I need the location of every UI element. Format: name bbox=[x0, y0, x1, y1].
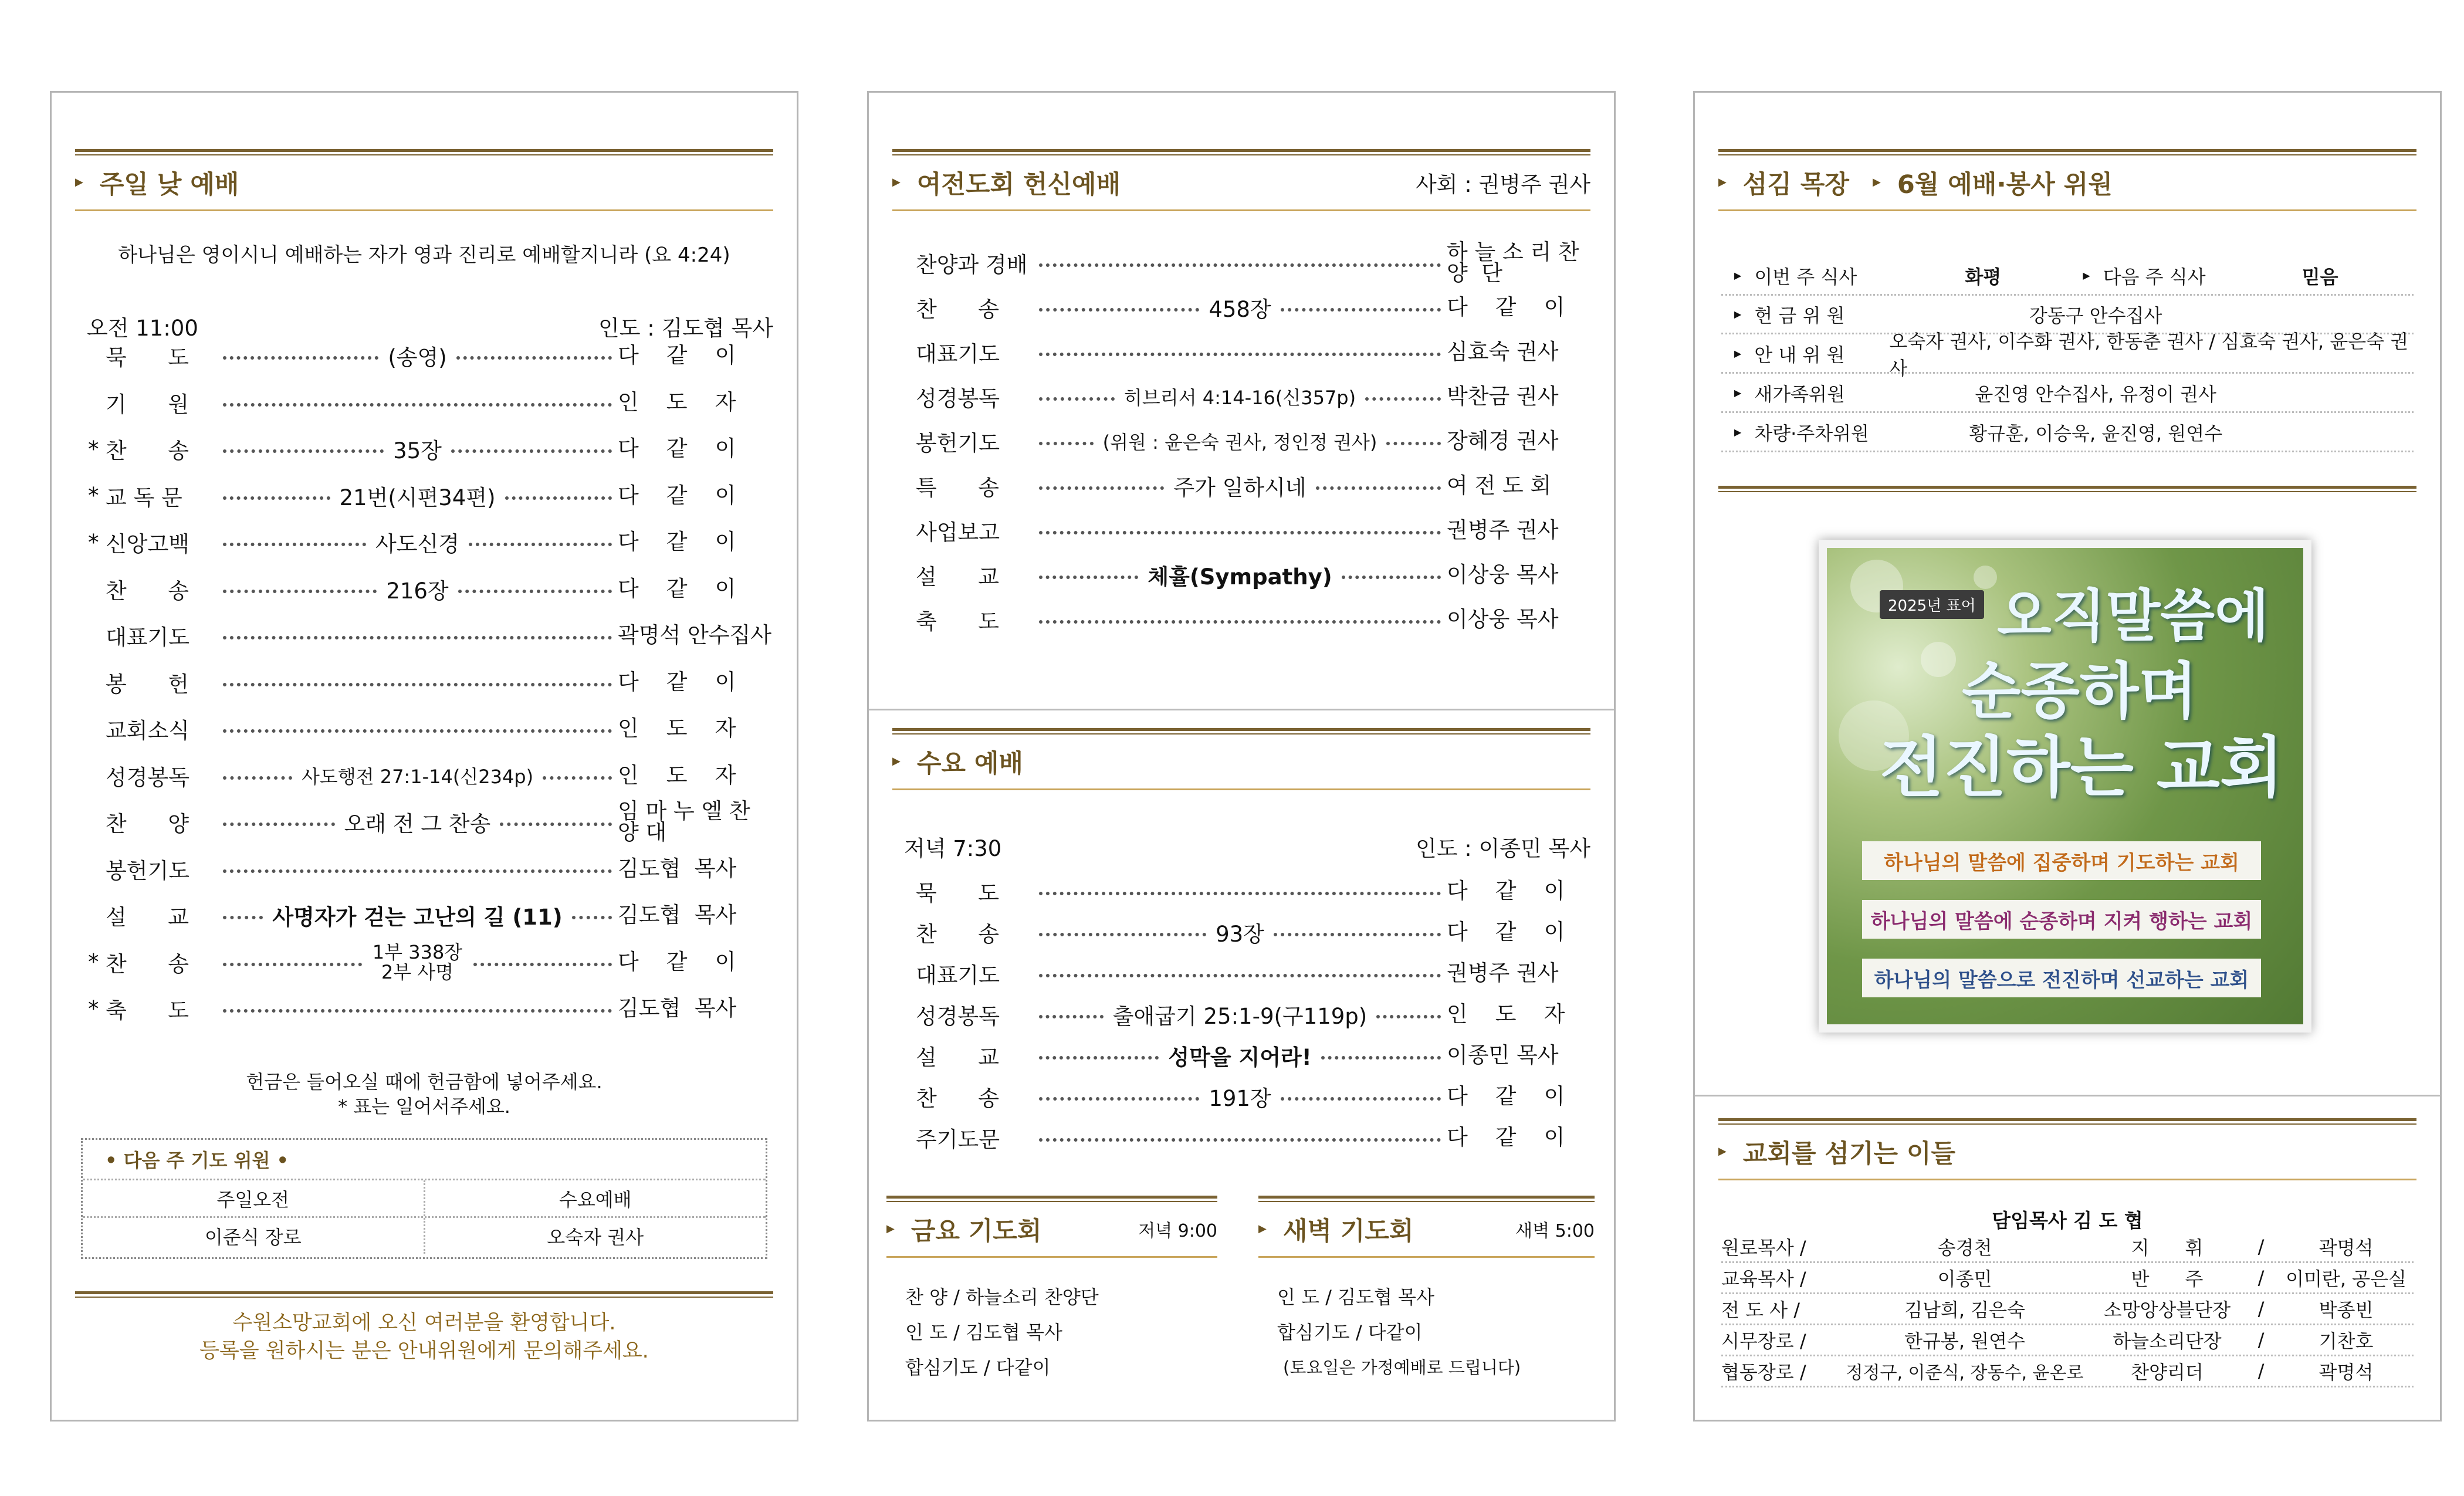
order-row bbox=[916, 1039, 1590, 1072]
order-item: (위원 : 윤은숙 권사, 정인정 권사) bbox=[1102, 431, 1377, 453]
dawn-note: (토요일은 가정예배로 드립니다) bbox=[1283, 1357, 1521, 1377]
fri-line: 인 도 / 김도협 목사 bbox=[905, 1321, 1062, 1343]
order-label: 기 원 bbox=[106, 391, 189, 417]
leader-dots bbox=[223, 489, 330, 500]
staff-role-right: 반 주 bbox=[2131, 1268, 2204, 1290]
order-person: 다 같 이 bbox=[1447, 1125, 1565, 1150]
leader-dots bbox=[223, 769, 292, 780]
order-row bbox=[916, 957, 1590, 990]
dawn-line: 인 도 / 김도협 목사 bbox=[1277, 1286, 1434, 1308]
section-title: 교회를 섬기는 이들 bbox=[1742, 1139, 1956, 1169]
leader-dots bbox=[1039, 256, 1441, 267]
order-row bbox=[916, 514, 1590, 547]
leader-dots bbox=[1376, 1008, 1441, 1018]
leader-dots bbox=[223, 536, 366, 546]
order-item: 히브리서 4:14-16(신357p) bbox=[1123, 387, 1356, 409]
divider bbox=[1718, 486, 2416, 492]
leader-dots bbox=[223, 583, 377, 593]
staff-header bbox=[1718, 1118, 2416, 1180]
order-person: 여 전 도 회 bbox=[1447, 473, 1552, 498]
order-label: 성경봉독 bbox=[916, 386, 1000, 411]
committee-value: 윤진영 안수집사, 유정이 권사 bbox=[1975, 383, 2216, 405]
order-person: 인 도 자 bbox=[1447, 1001, 1565, 1027]
committee-label: 안 내 위 원 bbox=[1754, 343, 1845, 366]
order-row bbox=[88, 339, 773, 372]
staff-names: 한규봉, 원연수 bbox=[1904, 1330, 2025, 1352]
order-row bbox=[916, 916, 1590, 949]
wed-time: 저녁 7:30 bbox=[904, 836, 1002, 861]
order-label: 설 교 bbox=[916, 1045, 1000, 1070]
order-label: 봉헌기도 bbox=[106, 858, 189, 884]
leader-dots bbox=[1342, 568, 1441, 579]
leader-dots bbox=[223, 909, 263, 919]
prayer-h2: 수요예배 bbox=[559, 1188, 632, 1211]
order-item: 사도신경 bbox=[375, 532, 459, 557]
dawn-line: 합심기도 / 다같이 bbox=[1277, 1321, 1423, 1343]
order-row bbox=[88, 992, 773, 1025]
order-label: 찬 양 bbox=[106, 811, 189, 837]
committee-value: 오숙자 권사, 이수화 권사, 한동춘 권사 / 심효숙 권사, 윤은숙 권사 bbox=[1889, 330, 2409, 380]
welcome-divider bbox=[75, 1291, 773, 1298]
order-person: 이상웅 목사 bbox=[1447, 562, 1559, 587]
prayer-committee-table bbox=[81, 1138, 767, 1259]
leader-dots bbox=[1321, 1049, 1441, 1060]
leader-dots bbox=[223, 722, 612, 733]
order-label: 찬 송 bbox=[916, 297, 1000, 322]
order-label: 설 교 bbox=[916, 564, 1000, 590]
order-label: 특 송 bbox=[916, 475, 1000, 500]
order-item: (송영) bbox=[388, 345, 447, 370]
order-person: 다 같 이 bbox=[1447, 1084, 1565, 1109]
motto-line-2: 순종하며 bbox=[1962, 655, 2198, 727]
order-label: 봉헌기도 bbox=[916, 431, 1000, 456]
motto-year: 2025년 표어 bbox=[1880, 590, 1984, 619]
standing-marker: * bbox=[88, 996, 99, 1021]
order-item: 93장 bbox=[1216, 922, 1264, 947]
order-row bbox=[88, 666, 773, 699]
leader-dots bbox=[1039, 479, 1164, 490]
leader-dots bbox=[1039, 301, 1199, 312]
order-person: 이종민 목사 bbox=[1447, 1043, 1559, 1068]
service-header bbox=[1718, 149, 2416, 211]
order-label: 교 독 문 bbox=[106, 485, 182, 510]
senior-pastor: 담임목사 김 도 협 bbox=[1992, 1209, 2143, 1232]
section-title: 주일 낮 예배 bbox=[99, 170, 239, 199]
order-person: 김도협 목사 bbox=[618, 996, 737, 1021]
staff-names: 송경천 bbox=[1937, 1237, 1992, 1259]
motto-line-1: 오직말씀에 bbox=[1997, 583, 2269, 649]
motto-poster bbox=[1819, 540, 2311, 1033]
bullet-icon: ▶ bbox=[1734, 387, 1742, 398]
order-row bbox=[88, 432, 773, 465]
committee-row bbox=[1721, 414, 2414, 452]
staff-names: 정정구, 이준식, 장동수, 윤온로 bbox=[1846, 1363, 2084, 1383]
staff-names-right: 박종빈 bbox=[2319, 1299, 2374, 1321]
arrow-icon: ▶ bbox=[1258, 1223, 1267, 1235]
committee-value: 강동구 안수집사 bbox=[2029, 304, 2162, 327]
committee-row bbox=[1721, 374, 2414, 413]
committee-row bbox=[1721, 330, 2414, 380]
order-item: 1부 338장 2부 사명 bbox=[372, 940, 463, 983]
order-row bbox=[88, 712, 773, 745]
order-label: 성경봉독 bbox=[916, 1004, 1000, 1029]
bullet-icon: ▶ bbox=[1734, 348, 1742, 359]
leader-dots bbox=[223, 956, 362, 966]
time-leader-row bbox=[87, 310, 773, 343]
welcome-line-2: 등록을 원하시는 분은 안내위원에게 문의해주세요. bbox=[199, 1339, 649, 1363]
standing-marker: * bbox=[88, 483, 99, 508]
dawn-time: 새벽 5:00 bbox=[1515, 1221, 1595, 1241]
order-person: 김도협 목사 bbox=[618, 902, 737, 928]
order-row bbox=[916, 1121, 1590, 1154]
order-item: 458장 bbox=[1209, 297, 1271, 322]
order-row bbox=[88, 940, 773, 983]
standing-marker: * bbox=[88, 529, 99, 555]
divider bbox=[1695, 1095, 2440, 1096]
order-label: 대표기도 bbox=[916, 341, 1000, 367]
arrow-icon: ▶ bbox=[892, 176, 901, 188]
order-item: 사명자가 걷는 고난의 길 (11) bbox=[272, 905, 563, 930]
staff-role: 전 도 사 / bbox=[1721, 1299, 1800, 1321]
staff-names-right: 곽명석 bbox=[2319, 1237, 2374, 1259]
leader-dots bbox=[1039, 1131, 1441, 1142]
order-label: 교회소식 bbox=[106, 718, 189, 743]
leader-dots bbox=[1316, 479, 1441, 490]
staff-row bbox=[1721, 1263, 2414, 1294]
section-title: 여전도회 헌신예배 bbox=[916, 170, 1121, 199]
order-row bbox=[916, 336, 1590, 368]
leader-dots bbox=[1281, 1090, 1441, 1101]
verse: 하나님은 영이시니 예배하는 자가 영과 진리로 예배할지니라 (요 4:24) bbox=[118, 243, 730, 267]
service-time: 오전 11:00 bbox=[87, 316, 198, 341]
staff-role-right: 찬양리더 bbox=[2131, 1361, 2204, 1383]
order-person: 다 같 이 bbox=[618, 343, 736, 368]
bullet-icon: ▶ bbox=[1734, 309, 1742, 320]
staff-role: 시무장로 / bbox=[1721, 1330, 1806, 1352]
leader-dots bbox=[458, 583, 612, 593]
order-row bbox=[916, 469, 1590, 502]
leader-dots bbox=[223, 676, 612, 686]
order-person: 다 같 이 bbox=[618, 576, 736, 601]
leader-dots bbox=[1039, 524, 1441, 534]
motto-bullet-1: 하나님의 말씀에 집중하며 기도하는 교회 bbox=[1862, 841, 2261, 880]
bullet-icon: ▶ bbox=[1734, 427, 1742, 438]
leader-dots bbox=[223, 349, 378, 360]
order-person: 김도협 목사 bbox=[618, 855, 737, 881]
section-title-2: 6월 예배·봉사 위원 bbox=[1897, 170, 2113, 199]
staff-names: 김남희, 김은숙 bbox=[1904, 1299, 2025, 1321]
arrow-icon: ▶ bbox=[1718, 1145, 1727, 1157]
order-person: 박찬금 권사 bbox=[1447, 384, 1559, 409]
order-label: 주기도문 bbox=[916, 1127, 1000, 1152]
welcome-line-1: 수원소망교회에 오신 여러분을 환영합니다. bbox=[232, 1311, 616, 1335]
meal-label: 이번 주 식사 bbox=[1754, 265, 1857, 288]
order-person: 인 도 자 bbox=[618, 762, 736, 788]
motto-bullet-3: 하나님의 말씀으로 전진하며 선교하는 교회 bbox=[1862, 959, 2261, 997]
order-row bbox=[88, 798, 773, 845]
dawn-header bbox=[1258, 1196, 1595, 1258]
prayer-committee-header bbox=[83, 1179, 766, 1216]
staff-role-right: 지 휘 bbox=[2131, 1237, 2204, 1259]
order-row bbox=[916, 559, 1590, 591]
host: 사회 : 권병주 권사 bbox=[1416, 172, 1590, 197]
leader-dots bbox=[223, 442, 384, 453]
order-row bbox=[88, 759, 773, 792]
order-person: 다 같 이 bbox=[1447, 295, 1565, 320]
prayer-committee-title: • 다음 주 기도 위원 • bbox=[105, 1149, 289, 1172]
bullet-icon: ▶ bbox=[2083, 270, 2090, 281]
order-person: 장혜경 권사 bbox=[1447, 428, 1559, 453]
order-label: 찬 송 bbox=[916, 1086, 1000, 1111]
order-person: 다 같 이 bbox=[618, 529, 736, 554]
meal-value-2: 믿음 bbox=[2301, 265, 2338, 288]
staff-sep: / bbox=[2257, 1236, 2265, 1258]
wed-leader: 인도 : 이종민 목사 bbox=[1416, 836, 1590, 861]
motto-line-3: 전진하는 교회 bbox=[1880, 730, 2284, 806]
leader-dots bbox=[1039, 1090, 1199, 1101]
staff-names-right: 곽명석 bbox=[2319, 1361, 2374, 1383]
order-item: 사도행전 27:1-14(신234p) bbox=[301, 765, 534, 788]
meal-label-2: 다음 주 식사 bbox=[2103, 265, 2206, 288]
friday-header bbox=[886, 1196, 1217, 1258]
leader-dots bbox=[1039, 390, 1115, 401]
staff-role: 교육목사 / bbox=[1721, 1268, 1806, 1290]
order-person: 인 도 자 bbox=[618, 389, 736, 415]
order-item: 체휼(Sympathy) bbox=[1148, 564, 1332, 590]
staff-row bbox=[1721, 1294, 2414, 1325]
order-row bbox=[88, 573, 773, 605]
meal-row bbox=[1721, 257, 2414, 296]
order-person: 다 같 이 bbox=[618, 436, 736, 461]
prayer-h1: 주일오전 bbox=[83, 1180, 425, 1216]
order-person: 심효숙 권사 bbox=[1447, 339, 1559, 364]
order-row bbox=[88, 899, 773, 932]
leader-dots bbox=[1386, 435, 1441, 445]
order-person: 다 같 이 bbox=[618, 482, 736, 508]
meal-value: 화평 bbox=[1965, 265, 2002, 288]
panel-special-worship bbox=[867, 91, 1616, 1421]
order-row bbox=[916, 603, 1590, 636]
order-label: 찬 송 bbox=[106, 951, 189, 977]
order-row bbox=[88, 619, 773, 652]
leader-dots bbox=[1039, 346, 1441, 356]
order-person: 다 같 이 bbox=[1447, 919, 1565, 945]
service-leader: 인도 : 김도협 목사 bbox=[598, 316, 773, 341]
leader-dots bbox=[1274, 926, 1441, 936]
arrow-icon: ▶ bbox=[892, 755, 901, 767]
prayer-v2: 오숙자 권사 bbox=[547, 1226, 644, 1248]
staff-names-right: 이미란, 공은실 bbox=[2286, 1268, 2407, 1290]
order-label: 축 도 bbox=[106, 998, 189, 1023]
order-row bbox=[916, 875, 1590, 908]
order-label: 사업보고 bbox=[916, 520, 1000, 545]
standing-marker: * bbox=[88, 436, 99, 462]
leader-dots bbox=[223, 396, 612, 407]
staff-row bbox=[1721, 1356, 2414, 1387]
order-label: 대표기도 bbox=[916, 963, 1000, 988]
special-header bbox=[892, 149, 1590, 211]
order-item: 성막을 지어라! bbox=[1168, 1045, 1312, 1070]
leader-dots bbox=[572, 909, 612, 919]
order-person: 권병주 권사 bbox=[1447, 960, 1559, 986]
leader-dots bbox=[473, 956, 612, 966]
leader-dots bbox=[1039, 1049, 1159, 1060]
staff-sep: / bbox=[2257, 1298, 2265, 1320]
leader-dots bbox=[505, 489, 612, 500]
leader-dots bbox=[500, 815, 612, 826]
leader-dots bbox=[1039, 613, 1441, 624]
order-label: 찬 송 bbox=[106, 578, 189, 604]
order-row bbox=[88, 526, 773, 559]
order-row bbox=[88, 479, 773, 512]
staff-names-right: 기찬호 bbox=[2319, 1330, 2374, 1352]
bullet-icon: ▶ bbox=[1734, 270, 1742, 281]
order-label: 찬 송 bbox=[916, 922, 1000, 947]
section-title: 섬김 목장 bbox=[1742, 170, 1849, 199]
order-label: 묵 도 bbox=[916, 881, 1000, 906]
order-item: 21번(시편34편) bbox=[339, 485, 496, 510]
committee-label: 새가족위원 bbox=[1754, 383, 1845, 405]
leader-dots bbox=[1039, 435, 1094, 445]
prayer-committee-values bbox=[83, 1216, 766, 1254]
offering-note: 헌금은 들어오실 때에 헌금함에 넣어주세요. bbox=[246, 1071, 603, 1093]
order-item: 출애굽기 25:1-9(구119p) bbox=[1112, 1004, 1368, 1029]
staff-sep: / bbox=[2257, 1329, 2265, 1351]
staff-row bbox=[1721, 1325, 2414, 1356]
order-person: 다 같 이 bbox=[1447, 878, 1565, 903]
order-row bbox=[916, 239, 1593, 286]
leader-dots bbox=[456, 349, 612, 360]
staff-sep: / bbox=[2257, 1267, 2265, 1289]
arrow-icon: ▶ bbox=[886, 1223, 895, 1235]
leader-dots bbox=[469, 536, 612, 546]
order-row bbox=[916, 291, 1590, 324]
order-row bbox=[916, 998, 1590, 1031]
arrow-icon: ▶ bbox=[1718, 176, 1727, 188]
order-item: 오래 전 그 찬송 bbox=[344, 811, 491, 837]
leader-dots bbox=[223, 862, 612, 873]
order-label: 설 교 bbox=[106, 905, 189, 930]
motto-bullet-2: 하나님의 말씀에 순종하며 지켜 행하는 교회 bbox=[1862, 900, 2261, 939]
order-row bbox=[916, 1080, 1590, 1113]
committee-label: 헌 금 위 원 bbox=[1754, 304, 1845, 327]
fri-line: 찬 양 / 하늘소리 찬양단 bbox=[905, 1286, 1099, 1308]
order-item: 35장 bbox=[393, 438, 442, 463]
staff-role-right: 소망앙상블단장 bbox=[2103, 1299, 2231, 1321]
leader-dots bbox=[223, 815, 335, 826]
wednesday-header bbox=[892, 728, 1590, 790]
fri-line: 합심기도 / 다같이 bbox=[905, 1356, 1051, 1379]
panel-sunday-worship bbox=[50, 91, 798, 1421]
standing-marker: * bbox=[88, 949, 99, 974]
order-label: 신앙고백 bbox=[106, 532, 189, 557]
leader-dots bbox=[1039, 926, 1206, 936]
wed-time-row bbox=[904, 830, 1590, 863]
order-label: 찬양과 경배 bbox=[916, 252, 1028, 277]
order-person: 다 같 이 bbox=[618, 669, 736, 695]
staff-sep: / bbox=[2257, 1360, 2265, 1382]
order-label: 묵 도 bbox=[106, 345, 189, 370]
order-person: 임 마 누 엘 찬 양 대 bbox=[618, 798, 757, 845]
committee-value: 황규훈, 이승욱, 윤진영, 원연수 bbox=[1969, 422, 2223, 445]
order-person: 하 늘 소 리 찬 양 단 bbox=[1447, 239, 1593, 286]
section-title: 수요 예배 bbox=[916, 749, 1023, 779]
order-row bbox=[88, 386, 773, 419]
leader-dots bbox=[223, 1002, 612, 1013]
order-person: 인 도 자 bbox=[618, 716, 736, 741]
fri-time: 저녁 9:00 bbox=[1138, 1221, 1217, 1241]
leader-dots bbox=[451, 442, 612, 453]
staff-row bbox=[1721, 1232, 2414, 1263]
leader-dots bbox=[543, 769, 612, 780]
order-label: 축 도 bbox=[916, 609, 1000, 634]
staff-role: 원로목사 / bbox=[1721, 1237, 1806, 1259]
committee-label: 차량·주차위원 bbox=[1754, 422, 1869, 445]
order-row bbox=[916, 425, 1590, 458]
staff-names: 이종민 bbox=[1937, 1268, 1992, 1290]
leader-dots bbox=[1365, 390, 1441, 401]
order-person: 다 같 이 bbox=[618, 949, 736, 974]
section-title: 새벽 기도회 bbox=[1282, 1216, 1414, 1246]
order-label: 대표기도 bbox=[106, 625, 189, 650]
order-item: 216장 bbox=[386, 578, 449, 604]
order-row bbox=[88, 852, 773, 885]
section-title: 금요 기도회 bbox=[911, 1216, 1042, 1246]
sunday-header bbox=[75, 149, 773, 211]
staff-role: 협동장로 / bbox=[1721, 1361, 1806, 1383]
leader-dots bbox=[1039, 885, 1441, 895]
order-person: 곽명석 안수집사 bbox=[618, 622, 771, 648]
order-person: 권병주 권사 bbox=[1447, 517, 1559, 543]
order-label: 성경봉독 bbox=[106, 764, 189, 790]
leader-dots bbox=[1039, 1008, 1104, 1018]
leader-dots bbox=[1039, 967, 1441, 977]
order-person: 이상웅 목사 bbox=[1447, 607, 1559, 632]
standing-note: * 표는 일어서주세요. bbox=[338, 1095, 510, 1118]
divider bbox=[869, 709, 1614, 710]
order-item: 주가 일하시네 bbox=[1173, 475, 1307, 500]
order-item: 191장 bbox=[1209, 1086, 1271, 1111]
staff-role-right: 하늘소리단장 bbox=[2113, 1330, 2222, 1352]
arrow-icon: ▶ bbox=[1872, 176, 1881, 188]
order-label: 봉 헌 bbox=[106, 671, 189, 697]
leader-dots bbox=[1281, 301, 1441, 312]
leader-dots bbox=[1039, 568, 1138, 579]
order-label: 찬 송 bbox=[106, 438, 189, 463]
prayer-v1: 이준식 장로 bbox=[83, 1218, 425, 1254]
arrow-icon: ▶ bbox=[75, 176, 83, 188]
leader-dots bbox=[223, 629, 612, 639]
order-row bbox=[916, 380, 1590, 413]
